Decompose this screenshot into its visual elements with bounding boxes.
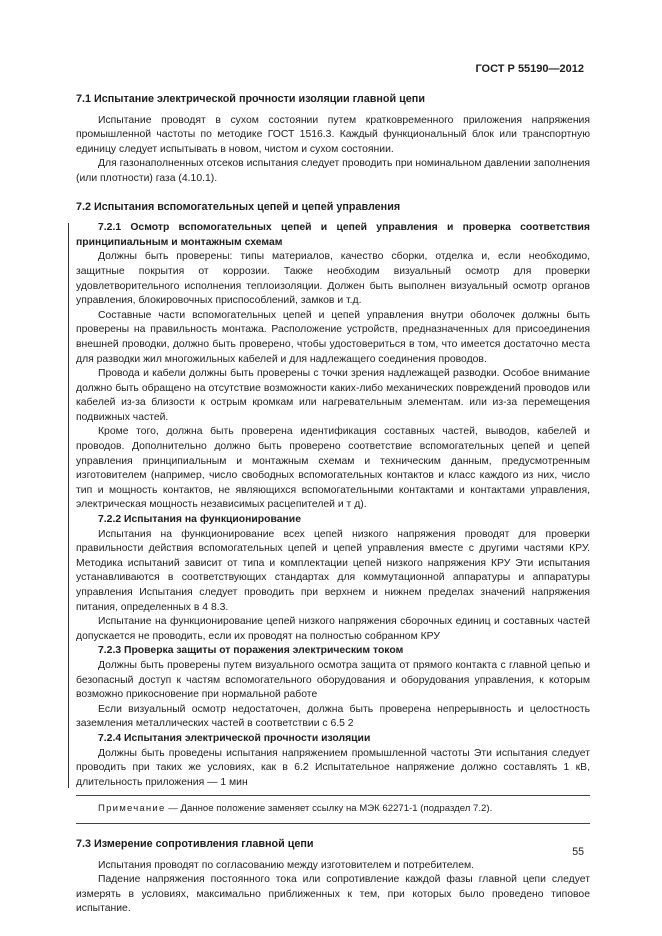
change-marked-block <box>76 221 590 790</box>
section-7-2-3-title: 7.2.3 Проверка защиты от поражения электрическим током <box>98 645 404 657</box>
section-7-2-2-paragraph-2: Испытание на функционирование цепей низкого напряжения сборочных единиц и составных частей допускается не проводить, если их проводят на полностью собранном КРУ <box>76 616 590 642</box>
section-7-2-3-paragraph-1: Должны быть проверены путем визуального осмотра защита от прямого контакта с главной цепью и безопасный доступ к частям вспомогательного оборудования и оборудования управления, к которым возможно прикосновение при нормальной работе <box>76 659 590 701</box>
section-7-2-4-title: 7.2.4 Испытания электрической прочности изоляции <box>98 732 371 744</box>
section-7-2-1-paragraph-4: Кроме того, должна быть проверена идентификация составных частей, выводов, кабелей и проводов. Дополнительно должно быть проверено соответствие вспомогательных цепей и цепей управления принципиальным и монтажным схемам и техническим данным, предусмотренным изготовителем (например, число свободных вспомогательных контактов и класс каждого из них, число тип и мощность контактов, не являющихся вспомогательными контактами и контактами управления, электрическая мощность независимых расцепителей и т д). <box>76 426 590 511</box>
section-7-2-title: 7.2 Испытания вспомогательных цепей и цепей управления <box>76 200 401 213</box>
section-7-3-paragraph-1: Испытания проводят по согласованию между изготовителем и потребителем. <box>98 859 475 871</box>
section-7-3-paragraph-2: Падение напряжения постоянного тока или сопротивление каждой фазы главной цепи следует измерять в условиях, максимально приближенных к тем, при которых было проведено типовое испытание. <box>76 874 590 915</box>
section-7-2-3-paragraph-2: Если визуальный осмотр недостаточен, должна быть проверена непрерывность и целостность заземления металлических частей в соответствии с 6.5 2 <box>76 703 590 730</box>
page-number: 55 <box>572 846 584 858</box>
section-7-2-1-paragraph-3: Провода и кабели должны быть проверены с точки зрения надлежащей разводки. Особое внимание должно быть обращено на отсутствие возможности каких-либо механических повреждений проводов или кабелей из-за близости к острым кромкам или нагревательным элементам. или из-за перемещения подвижных частей. <box>76 368 590 423</box>
section-7-1-title: 7.1 Испытание электрической прочности изоляции главной цепи <box>76 93 425 105</box>
section-7-2-1-paragraph-1: Должны быть проверены: типы материалов, качество сборки, отделка и, если необходимо, защитные покрытия от коррозии. Также необходим визуальный осмотр для проверки удовлетворительного исполнения теплоизоляции. Должен быть выполнен визуальный осмотр органов управления, блокировочных приспособлений, замков и т.д. <box>76 251 590 307</box>
note-box <box>76 795 590 824</box>
section-7-2-4-paragraph-1: Должны быть проведены испытания напряжением промышленной частоты Эти испытания следует проводить при таких же условиях, как в 6.2 Испытательное напряжение должно составлять 1 кВ, длительность приложения — 1 мин <box>76 747 590 788</box>
section-7-2-2-title: 7.2.2 Испытания на функционирование <box>98 514 301 526</box>
document-body <box>76 92 590 917</box>
section-7-2-1-title: 7.2.1 Осмотр вспомогательных цепей и цепей управления и проверка соответствия принципиальным и монтажным схемам <box>76 222 590 248</box>
section-7-1-paragraph-1: Испытание проводят в сухом состоянии путем кратковременного приложения напряжения промышленной частоты по методике ГОСТ 1516.3. Каждый функциональный блок или транспортную единицу следует испытывать в новом, чистом и сухом состоянии. <box>76 114 590 155</box>
section-7-2-1-paragraph-2: Составные части вспомогательных цепей и цепей управления внутри оболочек должны быть проверены на правильность монтажа. Расположение устройств, предназначенных для присоединения внешней проводки, должно быть проверено, чтобы удостовериться в том, что имеется достаточно места для разводки жил многожильных кабелей и для надлежащего соединения проводов. <box>76 309 590 365</box>
section-7-1-paragraph-2: Для газонаполненных отсеков испытания следует проводить при номинальном давлении заполнения (или плотности) газа (4.10.1). <box>76 158 591 184</box>
note-label: Примечание <box>98 803 166 815</box>
section-7-2-2-paragraph-1: Испытания на функционирование всех цепей низкого напряжения проводят для проверки правильности действия вспомогательных цепей и цепей управления вместе с другими частями КРУ. Методика испытаний зависит от типа и комплектации цепей низкого напряжения КРУ Эти испытания устанавливаются в соответствующих стандартах для коммутационной аппаратуры и аппаратуры управления Испытания следует проводить при верхнем и нижнем пределах значений напряжения питания, определенных в 4 8.3. <box>76 528 590 613</box>
document-header: ГОСТ Р 55190—2012 <box>475 63 584 75</box>
section-7-3-title: 7.3 Измерение сопротивления главной цепи <box>76 837 314 850</box>
note-text: — Данное положение заменяет ссылку на МЭК 62271-1 (подраздел 7.2). <box>165 803 493 815</box>
